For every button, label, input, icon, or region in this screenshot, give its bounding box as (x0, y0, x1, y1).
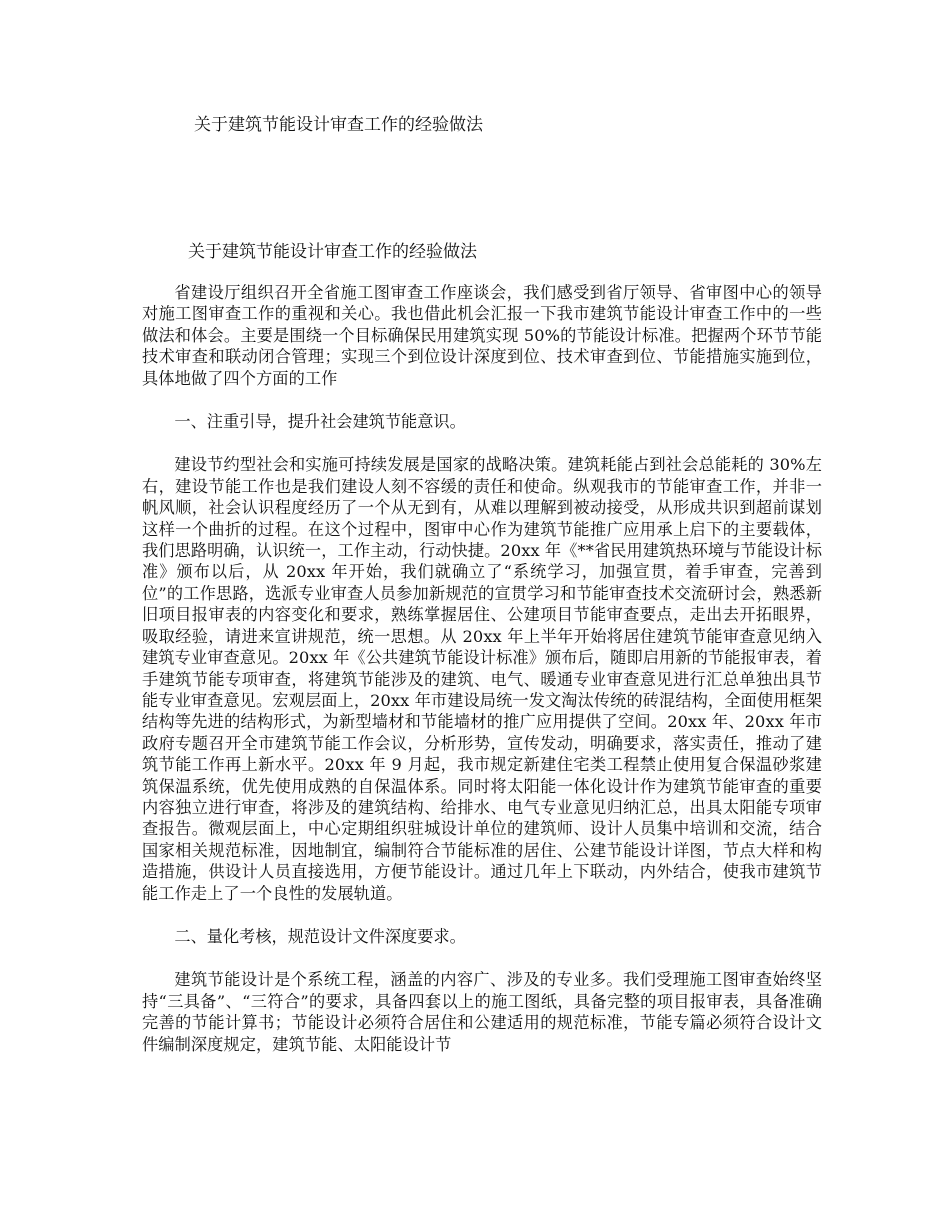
section-heading-1: 一、注重引导，提升社会建筑节能意识。 (174, 412, 466, 432)
document-title: 关于建筑节能设计审查工作的经验做法 (194, 115, 483, 135)
section-2-paragraph: 建筑节能设计是个系统工程，涵盖的内容广、涉及的专业多。我们受理施工图审查始终坚持“三具备”、“三符合”的要求，具备四套以上的施工图纸，具备完整的项目报审表，具备准确完善的节能计算书；节能设计必须符合居住和公建适用的规范标准，节能专篇必须符合设计文件编制深度规定，建筑节能、太阳能设计节 (142, 970, 822, 1054)
intro-paragraph: 省建设厅组织召开全省施工图审查工作座谈会，我们感受到省厅领导、省审图中心的领导对施工图审查工作的重视和关心。我也借此机会汇报一下我市建筑节能设计审查工作中的一些做法和体会。主要是围绕一个目标确保民用建筑实现 50%的节能设计标准。把握两个环节节能技术审查和联动闭合管理；实现三个到位设计深度到位、技术审查到位、节能措施实施到位，具体地做了四个方面的工作 (142, 283, 822, 388)
section-heading-2: 二、量化考核，规范设计文件深度要求。 (174, 926, 466, 946)
section-1-paragraph: 建设节约型社会和实施可持续发展是国家的战略决策。建筑耗能占到社会总能耗的 30%左右，建设节能工作也是我们建设人刻不容缓的责任和使命。纵观我市的节能审查工作，并非一帆风顺，社会认识程度经历了一个从无到有，从难以理解到被动接受，从形成共识到超前谋划这样一个曲折的过程。在这个过程中，图审中心作为建筑节能推广应用承上启下的主要载体，我们思路明确，认识统一，工作主动，行动快捷。20xx 年《**省民用建筑热环境与节能设计标准》颁布以后，从 20xx 年开始，我们就确立了“系统学习，加强宣贯，着手审查，完善到位”的工作思路，选派专业审查人员参加新规范的宣贯学习和节能审查技术交流研讨会，熟悉新旧项目报审表的内容变化和要求，熟练掌握居住、公建项目节能审查要点，走出去开拓眼界，吸取经验，请进来宣讲规范，统一思想。从 20xx 年上半年开始将居住建筑节能审查意见纳入建筑专业审查意见。20xx 年《公共建筑节能设计标准》颁布后，随即启用新的节能报审表，着手建筑节能专项审查，将建筑节能涉及的建筑、电气、暖通专业审查意见进行汇总单独出具节能专业审查意见。宏观层面上，20xx 年市建设局统一发文淘汰传统的砖混结构，全面使用框架结构等先进的结构形式，为新型墙材和节能墙材的推广应用提供了空间。20xx 年、20xx 年市政府专题召开全市建筑节能工作会议，分析形势，宣传发动，明确要求，落实责任，推动了建筑节能工作再上新水平。20xx 年 9 月起，我市规定新建住宅类工程禁止使用复合保温砂浆建筑保温系统，优先使用成熟的自保温体系。同时将太阳能一体化设计作为建筑节能审查的重要内容独立进行审查，将涉及的建筑结构、给排水、电气专业意见归纳汇总，出具太阳能专项审查报告。微观层面上，中心定期组织驻城设计单位的建筑师、设计人员集中培训和交流，结合国家相关规范标准，因地制宜，编制符合节能标准的居住、公建节能设计详图，节点大样和构造措施，供设计人员直接选用，方便节能设计。通过几年上下联动，内外结合，使我市建筑节能工作走上了一个良性的发展轨道。 (142, 455, 822, 903)
document-subtitle: 关于建筑节能设计审查工作的经验做法 (188, 242, 477, 262)
document-body (142, 282, 822, 1077)
